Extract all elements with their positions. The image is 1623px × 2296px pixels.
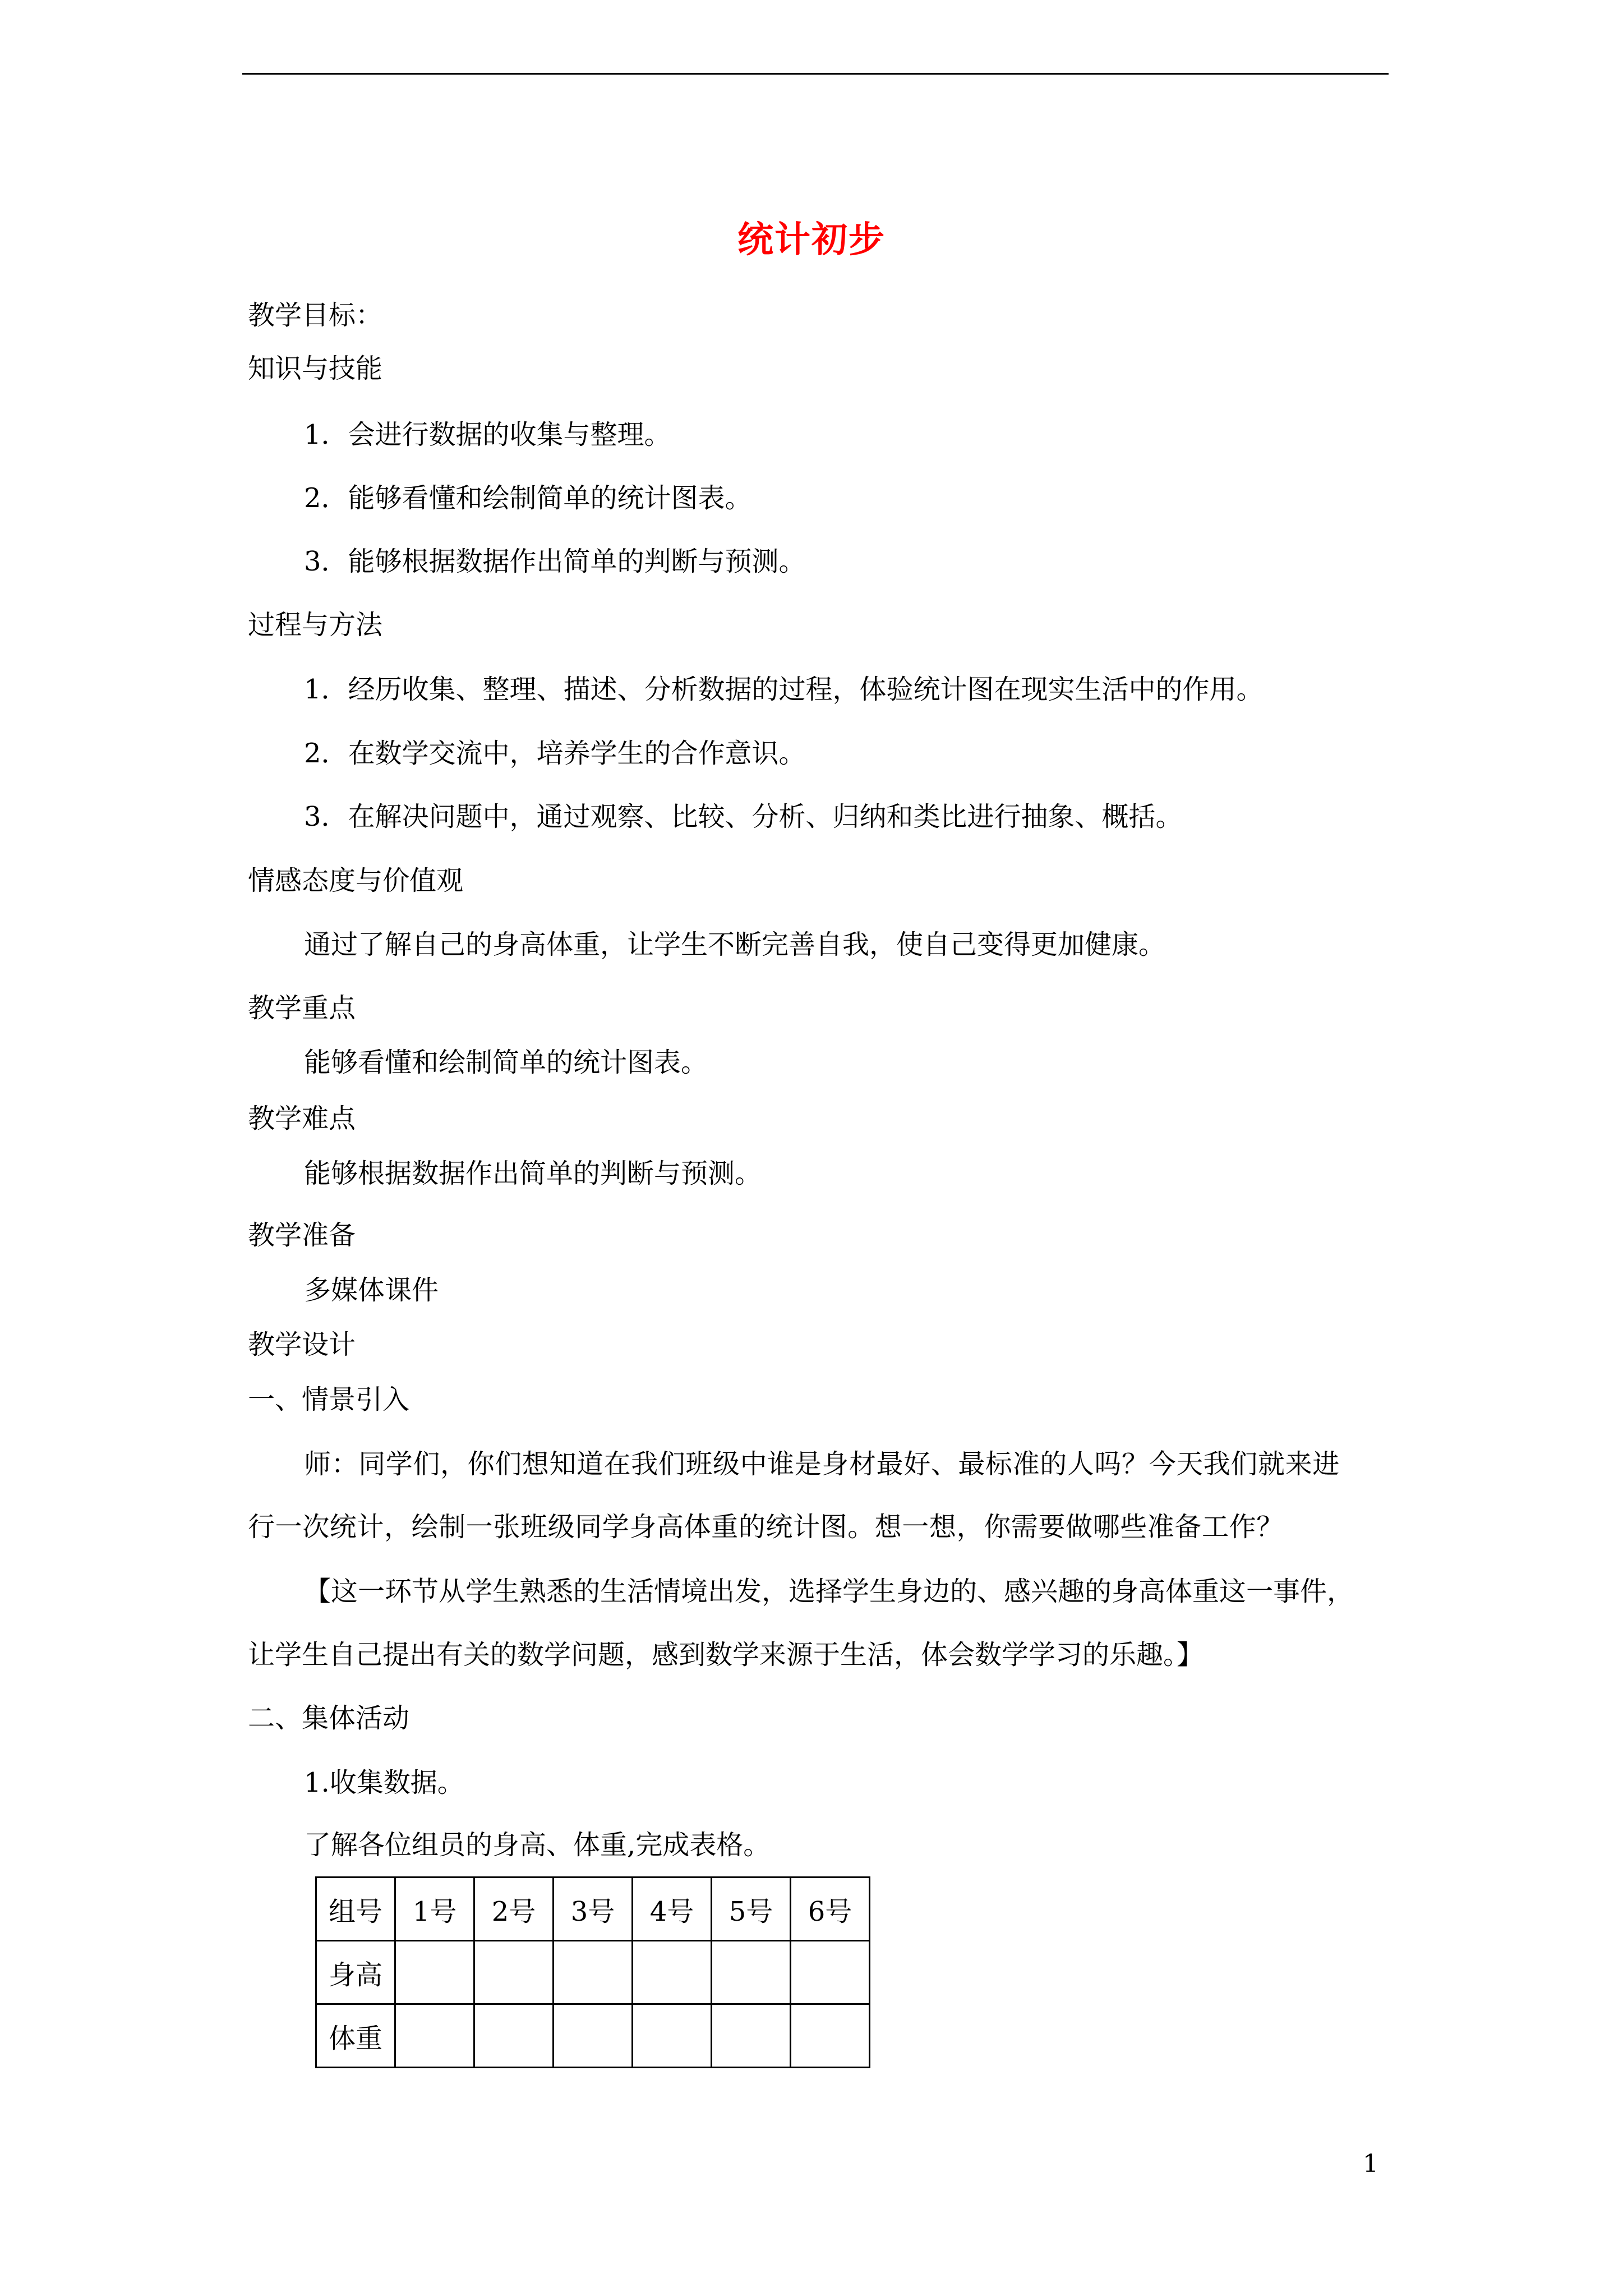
table-cell bbox=[395, 2004, 474, 2068]
table-cell bbox=[633, 1941, 712, 2004]
emotion-text: 通过了解自己的身高体重，让学生不断完善自我，使自己变得更加健康。 bbox=[304, 929, 1166, 960]
table-cell bbox=[712, 2004, 791, 2068]
teacher-intro-line-1: 师：同学们，你们想知道在我们班级中谁是身材最好、最标准的人吗？今天我们就来进 bbox=[304, 1448, 1340, 1480]
table-header-cell: 4号 bbox=[633, 1878, 712, 1941]
table-cell bbox=[474, 2004, 554, 2068]
table-row bbox=[316, 2004, 870, 2068]
key-points-heading: 教学重点 bbox=[248, 992, 356, 1024]
table-header-cell: 5号 bbox=[712, 1878, 791, 1941]
table-cell bbox=[712, 1941, 791, 2004]
page-number: 1 bbox=[1363, 2150, 1378, 2178]
design-heading: 教学设计 bbox=[248, 1329, 356, 1360]
table-header-cell: 3号 bbox=[554, 1878, 633, 1941]
table-cell bbox=[791, 1941, 870, 2004]
document-title: 统计初步 bbox=[737, 219, 886, 261]
table-header-cell: 1号 bbox=[395, 1878, 474, 1941]
table-cell bbox=[554, 1941, 633, 2004]
process-item-3: 3．在解决问题中，通过观察、比较、分析、归纳和类比进行抽象、概括。 bbox=[304, 801, 1183, 832]
process-item-2: 2．在数学交流中，培养学生的合作意识。 bbox=[304, 738, 806, 769]
preparation-text: 多媒体课件 bbox=[304, 1274, 439, 1306]
section-1-heading: 一、情景引入 bbox=[248, 1384, 410, 1415]
process-heading: 过程与方法 bbox=[248, 609, 383, 641]
design-note-line-1: 【这一环节从学生熟悉的生活情境出发，选择学生身边的、感兴趣的身高体重这一事件， bbox=[304, 1576, 1354, 1607]
knowledge-item-2: 2．能够看懂和绘制简单的统计图表。 bbox=[304, 482, 752, 514]
objectives-heading: 教学目标： bbox=[248, 300, 383, 331]
table-cell bbox=[791, 2004, 870, 2068]
table-row bbox=[316, 1941, 870, 2004]
table-cell bbox=[633, 2004, 712, 2068]
table-cell bbox=[474, 1941, 554, 2004]
table-cell bbox=[395, 1941, 474, 2004]
table-header-cell: 6号 bbox=[791, 1878, 870, 1941]
table-header-cell: 组号 bbox=[316, 1878, 395, 1941]
height-weight-table bbox=[315, 1876, 870, 2068]
table-row-label: 体重 bbox=[316, 2004, 395, 2068]
knowledge-item-1: 1．会进行数据的收集与整理。 bbox=[304, 419, 671, 450]
section-2-heading: 二、集体活动 bbox=[248, 1703, 410, 1734]
table-row-label: 身高 bbox=[316, 1941, 395, 2004]
difficulty-text: 能够根据数据作出简单的判断与预测。 bbox=[304, 1158, 762, 1189]
knowledge-heading: 知识与技能 bbox=[248, 353, 383, 384]
design-note-line-2: 让学生自己提出有关的数学问题，感到数学来源于生活，体会数学学习的乐趣。】 bbox=[248, 1639, 1204, 1671]
teacher-intro-line-2: 行一次统计，绘制一张班级同学身高体重的统计图。想一想，你需要做哪些准备工作？ bbox=[248, 1511, 1284, 1543]
key-points-text: 能够看懂和绘制简单的统计图表。 bbox=[304, 1047, 708, 1078]
header-rule bbox=[242, 73, 1389, 75]
activity-step-1-text: 了解各位组员的身高、体重,完成表格。 bbox=[304, 1829, 771, 1861]
table-cell bbox=[554, 2004, 633, 2068]
table-header-row bbox=[316, 1878, 870, 1941]
process-item-1: 1．经历收集、整理、描述、分析数据的过程，体验统计图在现实生活中的作用。 bbox=[304, 674, 1264, 705]
table-header-cell: 2号 bbox=[474, 1878, 554, 1941]
difficulty-heading: 教学难点 bbox=[248, 1103, 356, 1134]
emotion-heading: 情感态度与价值观 bbox=[248, 865, 464, 896]
activity-step-1: 1.收集数据。 bbox=[304, 1767, 464, 1798]
knowledge-item-3: 3．能够根据数据作出简单的判断与预测。 bbox=[304, 546, 806, 577]
preparation-heading: 教学准备 bbox=[248, 1220, 356, 1251]
